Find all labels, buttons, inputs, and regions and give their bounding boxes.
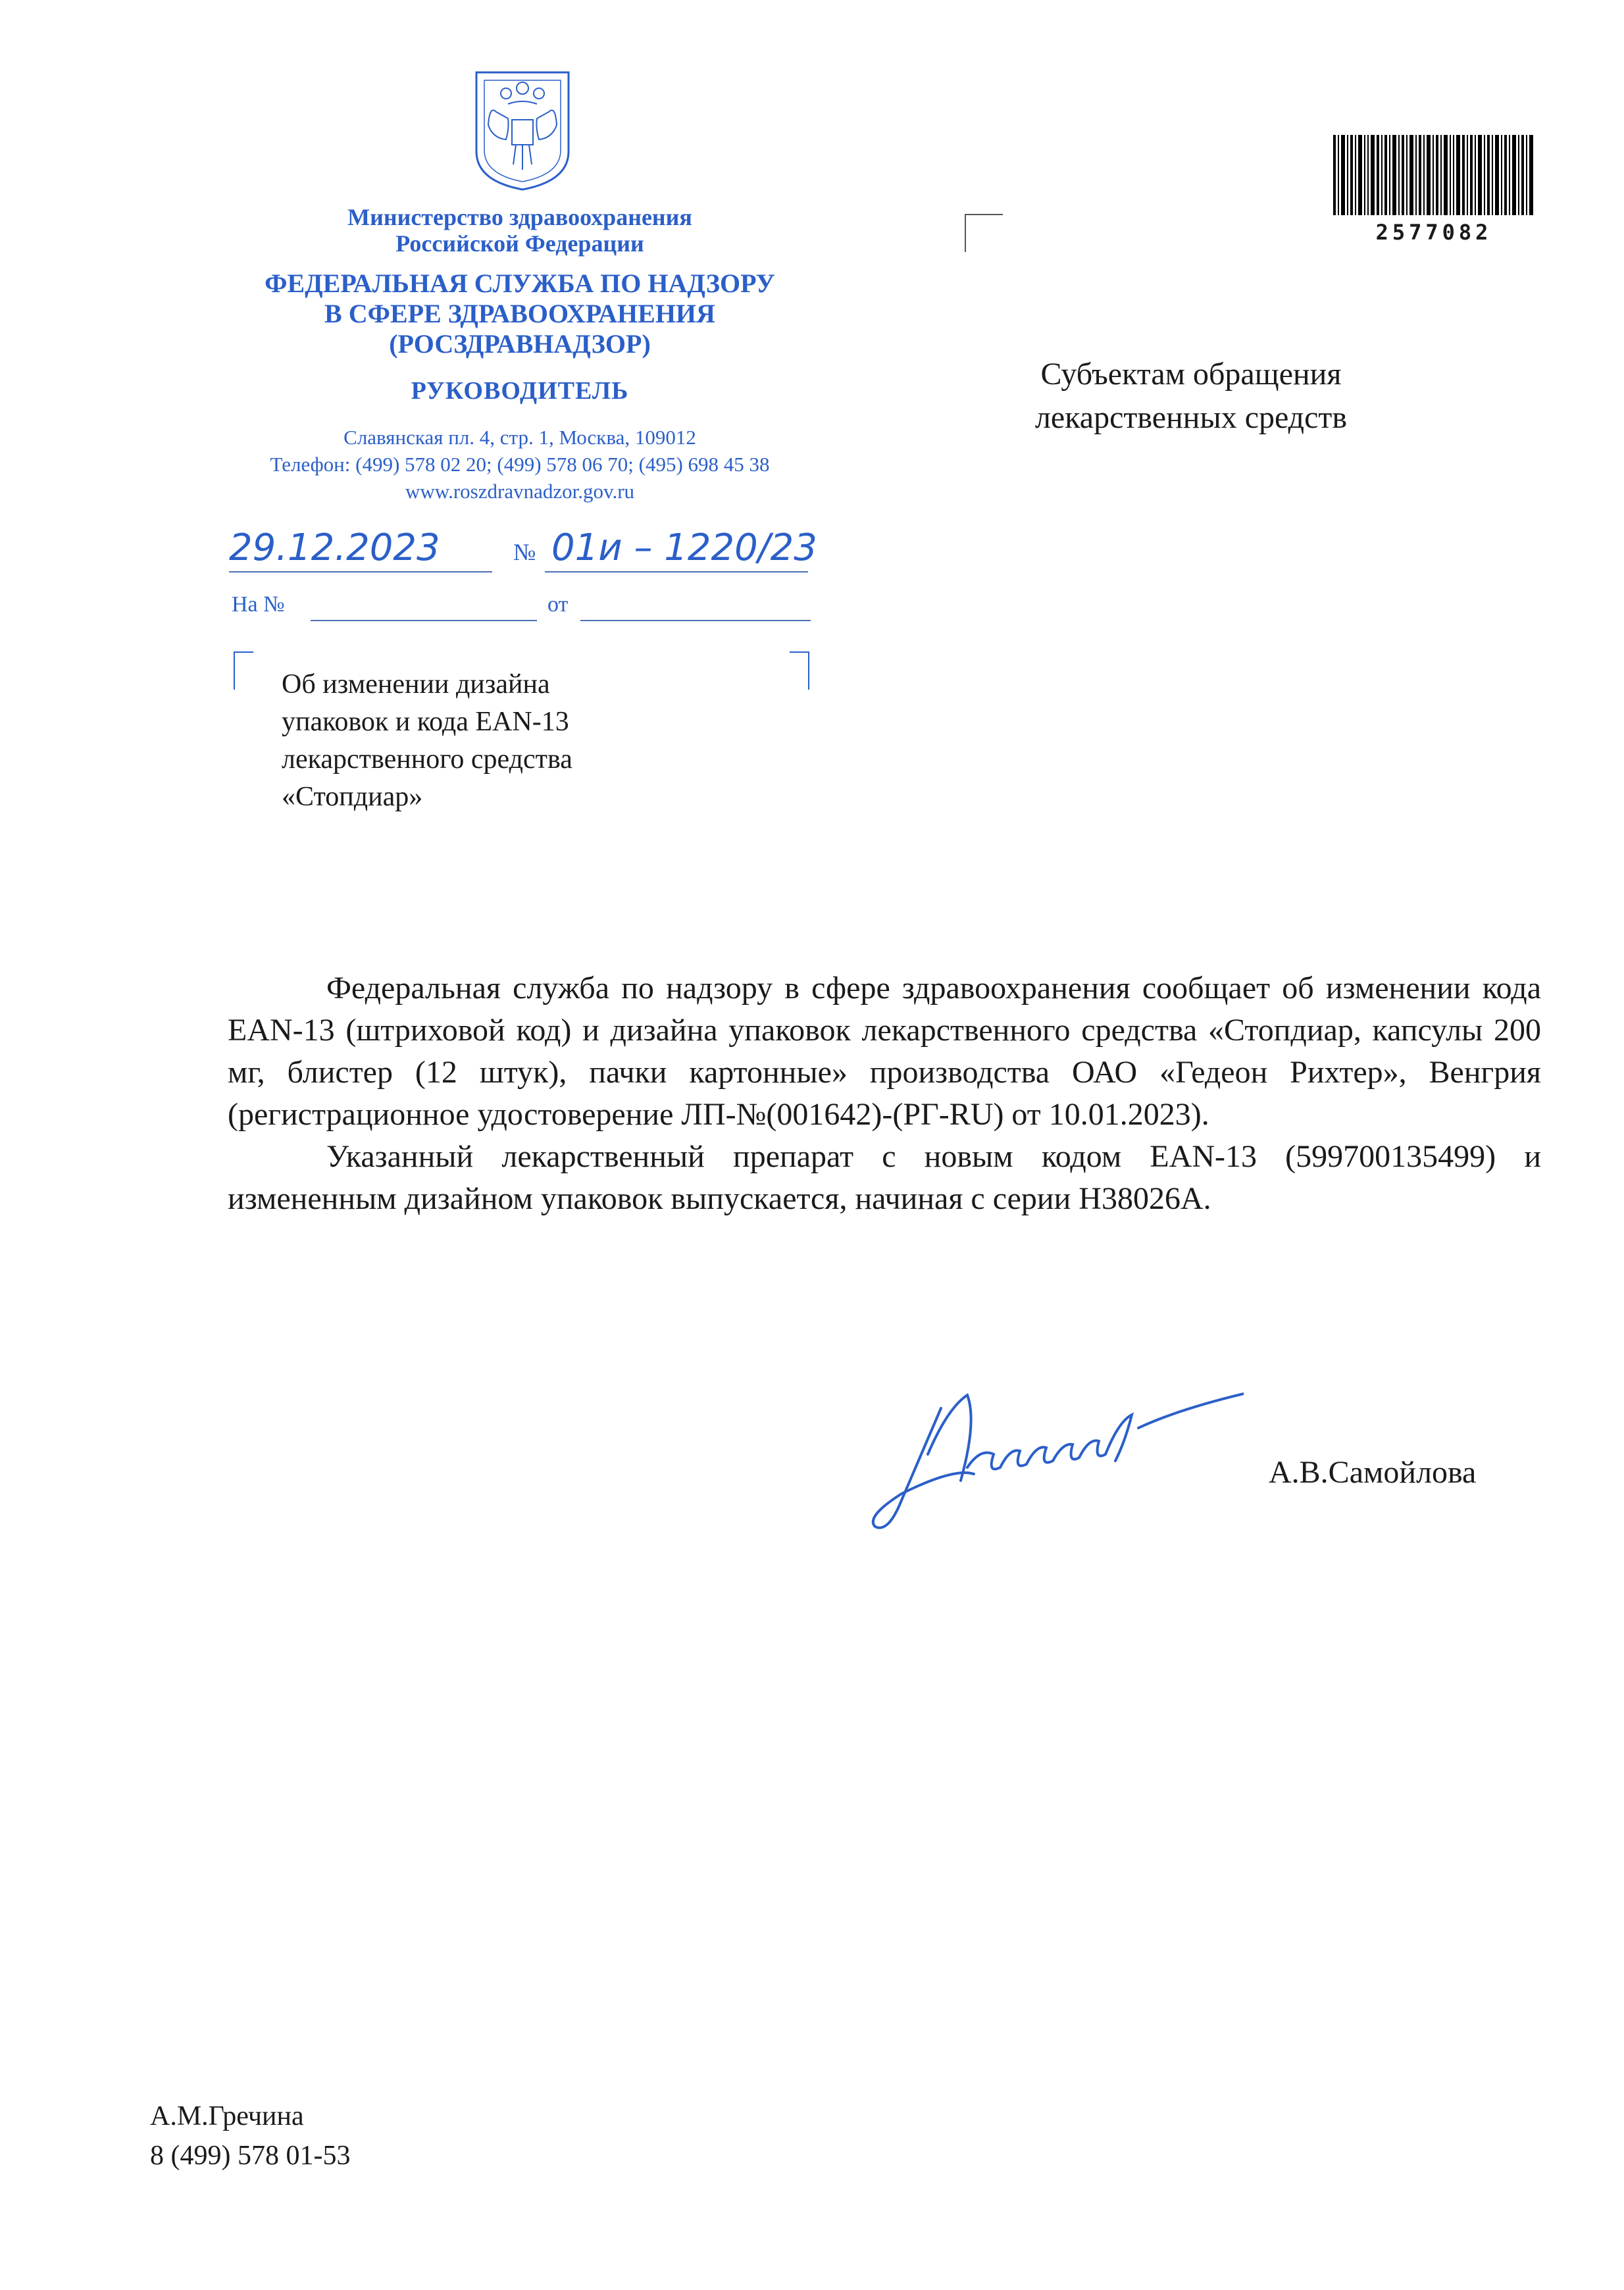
executor-name: А.М.Гречина bbox=[150, 2101, 304, 2131]
barcode bbox=[1333, 135, 1535, 245]
addressee bbox=[961, 353, 1421, 440]
signer-name: А.В.Самойлова bbox=[1269, 1455, 1477, 1490]
ot-label: от bbox=[547, 592, 569, 617]
letterhead bbox=[197, 204, 842, 505]
handwritten-signature bbox=[862, 1369, 1244, 1540]
barcode-number: 2577082 bbox=[1375, 220, 1492, 245]
ministry-line-1: Министерство здравоохранения bbox=[347, 204, 692, 230]
coat-of-arms-emblem bbox=[470, 66, 575, 192]
registration-date: 29.12.2023 bbox=[229, 526, 440, 569]
website: www.roszdravnadzor.gov.ru bbox=[405, 480, 635, 503]
number-sign: № bbox=[513, 539, 536, 565]
addressee-corner bbox=[965, 214, 1003, 252]
body-paragraph-2: Указанный лекарственный препарат с новым кодом EAN-13 (599700135499) и измененным дизайном упаковок выпускается, начиная с серии Н38026А. bbox=[228, 1139, 1541, 1216]
phones: Телефон: (499) 578 02 20; (499) 578 06 70; (495) 698 45 38 bbox=[270, 453, 770, 476]
subject-line-1: Об изменении дизайна bbox=[282, 669, 550, 700]
subject-line-3: лекарственного средства bbox=[282, 744, 572, 775]
letter-body bbox=[228, 967, 1541, 1220]
executor-phone: 8 (499) 578 01-53 bbox=[150, 2141, 351, 2171]
executor-block bbox=[150, 2097, 350, 2176]
addressee-line-1: Субъектам обращения bbox=[1040, 357, 1342, 392]
address: Славянская пл. 4, стр. 1, Москва, 109012 bbox=[343, 426, 696, 449]
registration-number: 01и – 1220/23 bbox=[551, 526, 817, 569]
na-label: На № bbox=[232, 592, 285, 617]
service-line-2: В СФЕРЕ ЗДРАВООХРАНЕНИЯ bbox=[324, 299, 715, 328]
barcode-bars bbox=[1333, 135, 1535, 215]
registration-line bbox=[229, 526, 821, 599]
reference-line bbox=[232, 592, 824, 632]
addressee-line-2: лекарственных средств bbox=[1034, 400, 1348, 435]
service-line-1: ФЕДЕРАЛЬНАЯ СЛУЖБА ПО НАДЗОРУ bbox=[265, 268, 775, 298]
contact-block bbox=[197, 424, 842, 505]
subject-line-4: «Стопдиар» bbox=[282, 782, 423, 812]
subject-corner-right bbox=[790, 651, 809, 690]
service-name bbox=[197, 268, 842, 359]
head-title: РУКОВОДИТЕЛЬ bbox=[411, 377, 629, 405]
subject bbox=[282, 666, 703, 816]
body-paragraph-1: Федеральная служба по надзору в сфере здравоохранения сообщает об изменении кода EAN-13 (штриховой код) и дизайна упаковок лекарственного средства «Стопдиар, капсулы 200 мг, блистер (12 штук), пачки картонные» производства ОАО «Гедеон Рихтер», Венгрия (регистрационное удостоверение ЛП-№(001642)-(РГ-RU) от 10.01.2023). bbox=[228, 971, 1541, 1132]
service-line-3: (РОСЗДРАВНАДЗОР) bbox=[389, 329, 651, 359]
subject-line-2: упаковок и кода EAN-13 bbox=[282, 707, 569, 737]
subject-corner-left bbox=[234, 651, 253, 690]
ministry-line-2: Российской Федерации bbox=[395, 230, 644, 257]
